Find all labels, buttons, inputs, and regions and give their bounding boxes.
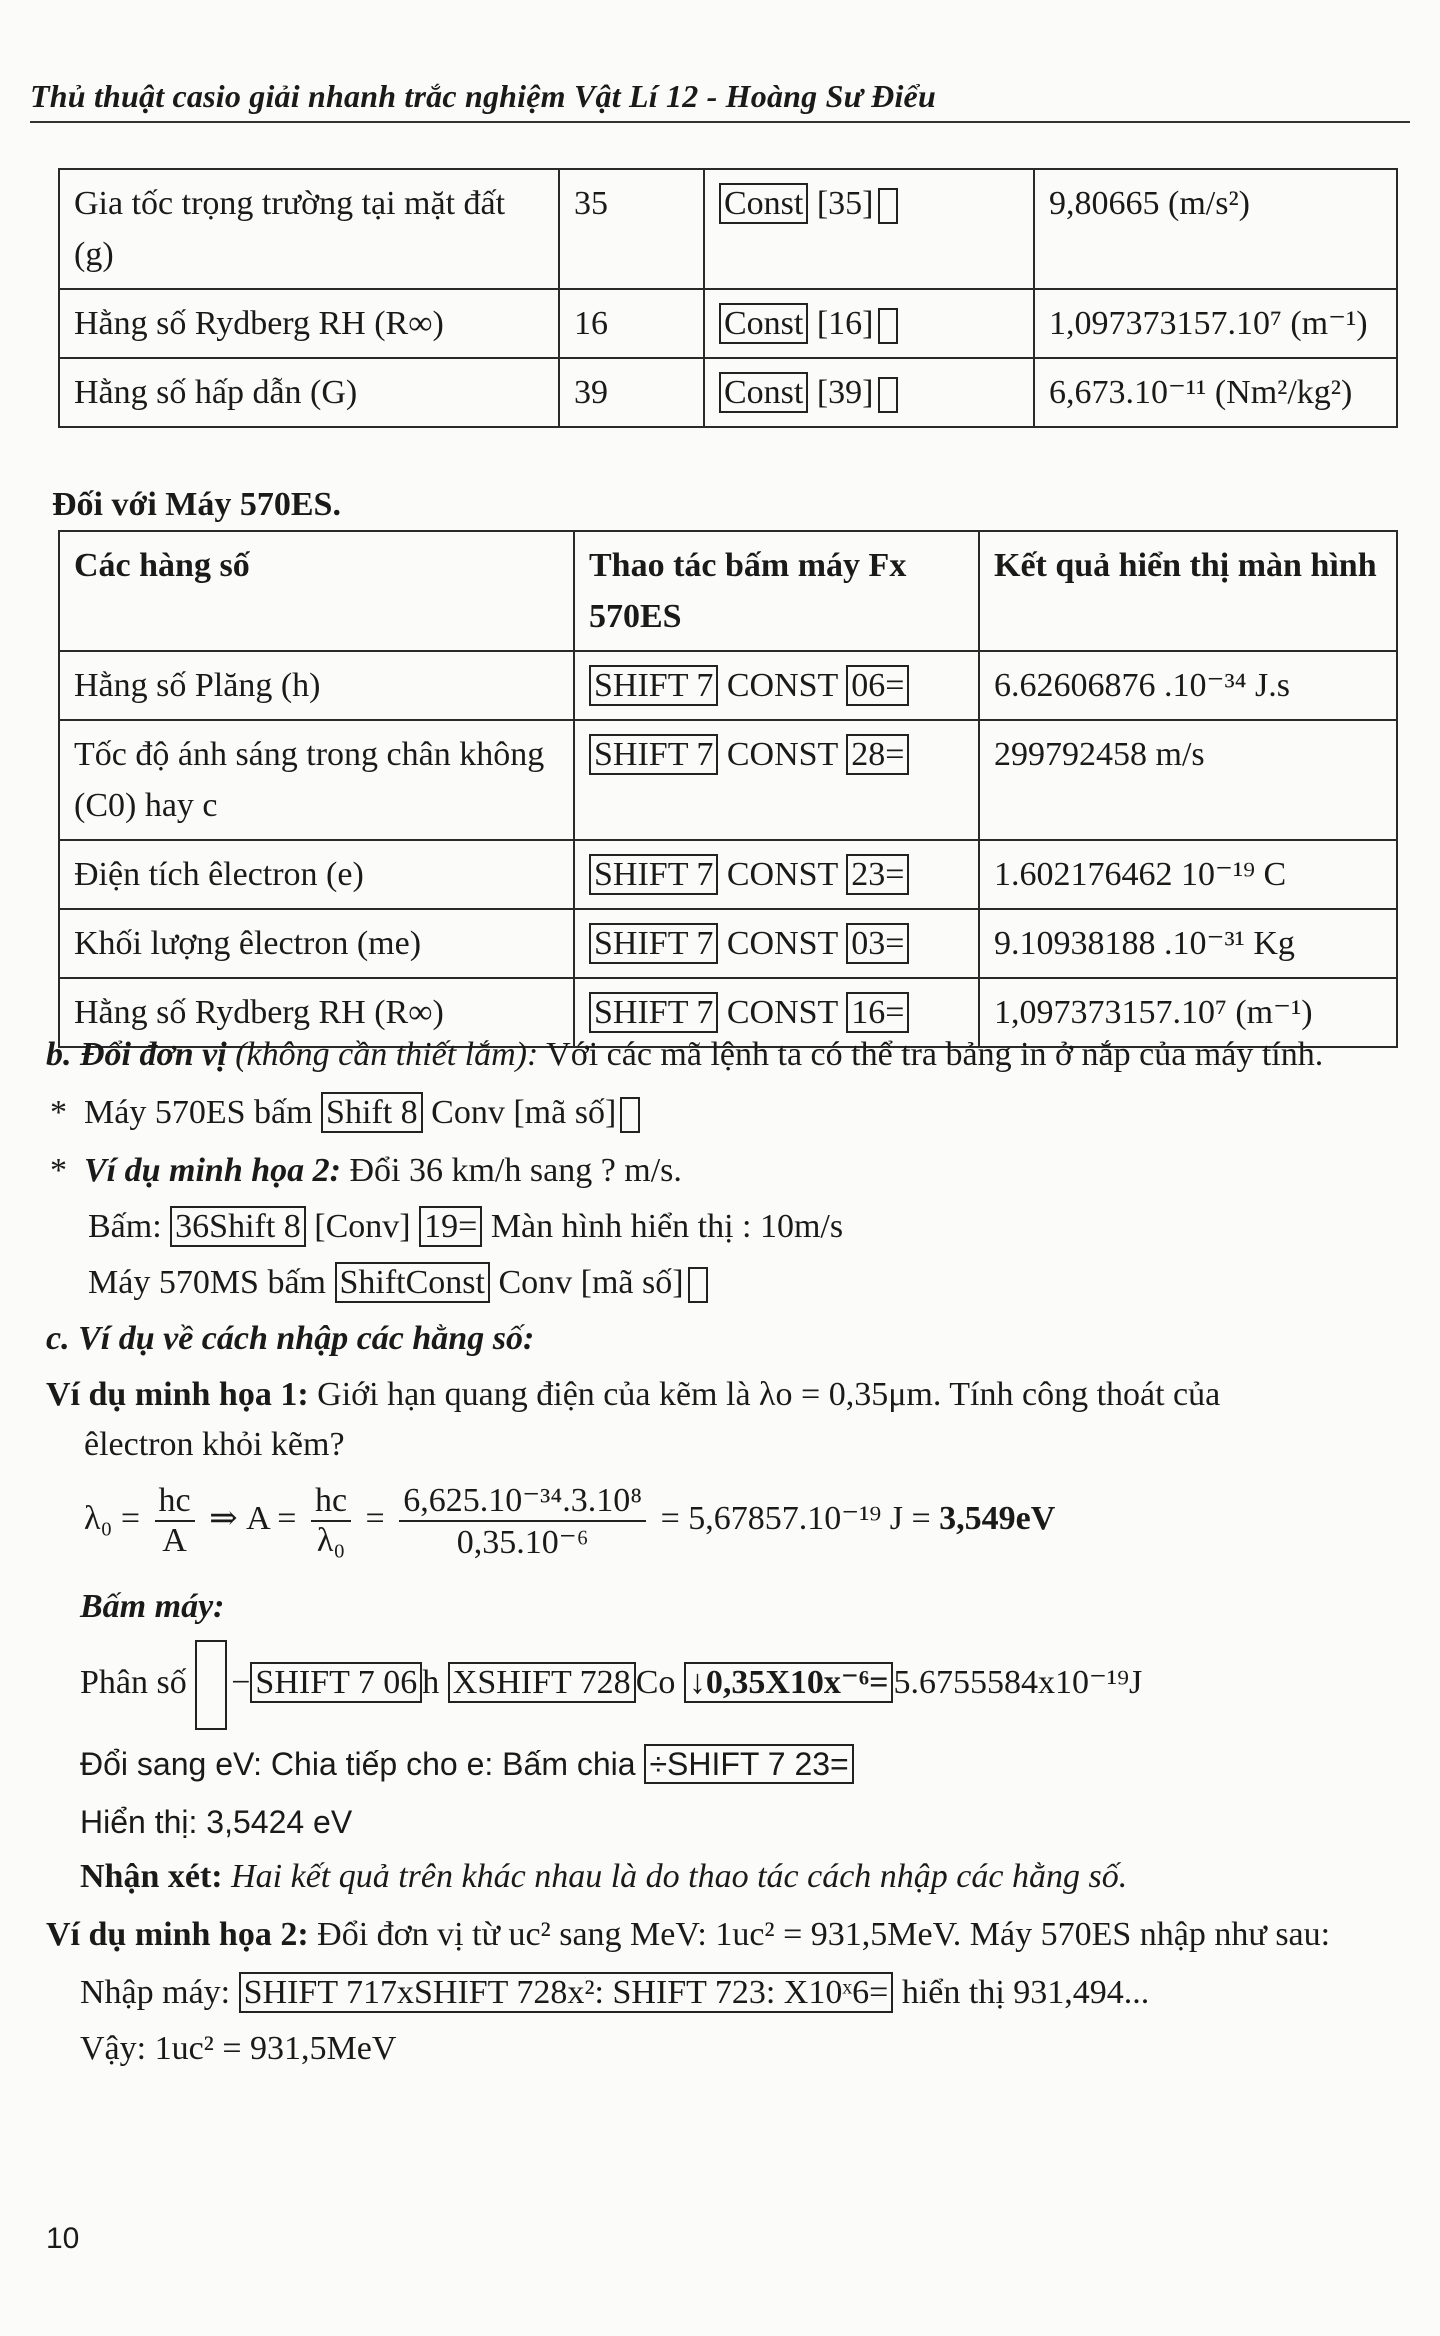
text: Đổi sang eV: Chia tiếp cho e: Bấm chia [80,1746,645,1782]
part-b-intro [46,1036,1323,1074]
table-cell: Hằng số Plăng (h) [59,651,574,720]
section-title-570es: Đối với Máy 570ES. [52,486,341,523]
ev-line [80,1746,854,1783]
remark-text: Hai kết quả trên khác nhau là do thao tác cách nhập các hằng số. [222,1858,1128,1895]
press-sequence [80,1640,1142,1730]
equals-key [878,308,898,344]
table-cell: 1.602176462 10⁻¹⁹ C [979,840,1397,909]
show-line: Hiển thị: 3,5424 eV [80,1804,353,1840]
text: Màn hình hiển thị : 10m/s [482,1208,844,1245]
table-cell: 35 [559,169,704,289]
key-box: XSHIFT 728 [448,1662,636,1703]
text: hiển thị 931,494... [893,1974,1150,2011]
bullet-icon: * [50,1094,84,1131]
column-header: Kết quả hiển thị màn hình [979,531,1397,651]
table-cell: 39 [559,358,704,427]
table-cell: Hằng số hấp dẫn (G) [59,358,559,427]
column-header: Các hàng số [59,531,574,651]
page-number: 10 [46,2222,80,2255]
key-box: 36Shift 8 [170,1206,306,1247]
denominator: λ₀ [316,1522,346,1559]
part-b-line-3 [88,1208,843,1246]
part-b-line-1 [50,1094,640,1133]
input-line [80,1974,1149,2012]
fraction-key-icon [195,1640,227,1730]
text: Đổi 36 km/h sang ? m/s. [340,1152,682,1189]
key-box: ÷SHIFT 7 23= [644,1744,853,1784]
fraction [399,1480,646,1562]
fraction [155,1482,195,1560]
text: Conv [mã số] [489,1264,684,1301]
text: Đổi đơn vị từ uc² sang MeV: 1uc² = 931,5MeV. Máy 570ES nhập như sau: [308,1916,1331,1953]
remark-line [80,1858,1127,1896]
table-row [59,289,1397,358]
text: Conv [mã số] [422,1094,617,1131]
table-cell: 16 [559,289,704,358]
table-cell: Hằng số Rydberg RH (R∞) [59,289,559,358]
example-title: Ví dụ minh họa 2: [46,1916,309,1953]
text: Giới hạn quang điện của kẽm là λo = 0,35μm. Tính công thoát của [308,1376,1221,1413]
table-cell [574,909,979,978]
constants-table-570es [58,530,1398,1048]
shift8-key: Shift 8 [321,1092,423,1133]
equals-key [878,188,898,224]
table-cell: 6,673.10⁻¹¹ (Nm²/kg²) [1034,358,1397,427]
table-cell: Hằng số Rydberg RH (R∞) [59,978,574,1047]
const-key: Const [719,303,808,344]
denominator: 0,35.10⁻⁶ [456,1524,589,1561]
remark-title: Nhận xét: [80,1858,223,1895]
part-b-line-2 [50,1152,682,1190]
table-cell: Gia tốc trọng trường tại mặt đất (g) [59,169,559,289]
formula-result: 3,549eV [939,1499,1056,1537]
code-key: 03= [846,923,909,964]
code-key: 23= [846,854,909,895]
key-arg: [35] [816,185,874,222]
part-b-note: (không cần thiết lắm): [235,1036,539,1073]
const-label: CONST [726,856,838,893]
table-cell [574,720,979,840]
table-cell: 1,097373157.10⁷ (m⁻¹) [979,978,1397,1047]
table-cell: 1,097373157.10⁷ (m⁻¹) [1034,289,1397,358]
shift-key: SHIFT 7 [589,734,718,775]
part-b-line-4 [88,1264,708,1303]
formula-part: = [365,1499,385,1537]
table-cell: Điện tích êlectron (e) [59,840,574,909]
const-key: Const [719,183,808,224]
table-cell [574,651,979,720]
const-key: Const [719,372,808,413]
press-title: Bấm máy: [80,1588,225,1625]
table-cell: 299792458 m/s [979,720,1397,840]
example-1-line-2: êlectron khỏi kẽm? [84,1426,345,1463]
table-cell: 9,80665 (m/s²) [1034,169,1397,289]
example-title: Ví dụ minh họa 2: [84,1152,341,1189]
table-row [59,720,1397,840]
code-key: 16= [846,992,909,1033]
table-row [59,840,1397,909]
text: Bấm: [88,1208,171,1245]
text: Phân số [80,1663,196,1701]
key-box: 19= [419,1206,482,1247]
text: − [231,1663,251,1701]
text: 5.6755584x10⁻¹⁹J [893,1663,1143,1701]
key-box: SHIFT 717xSHIFT 728x²: SHIFT 723: X10ˣ6= [239,1972,894,2013]
shift-key: SHIFT 7 [589,665,718,706]
fraction [311,1482,351,1560]
formula-part: λ₀ = [84,1499,141,1537]
text: Máy 570MS bấm [88,1264,335,1301]
table-cell [574,840,979,909]
formula-part: ⇒ A = [209,1499,297,1537]
code-key: 28= [846,734,909,775]
const-label: CONST [726,994,838,1031]
shift-key: SHIFT 7 [589,854,718,895]
table-cell: Tốc độ ánh sáng trong chân không (C0) hay c [59,720,574,840]
constants-table-570ms [58,168,1398,428]
table-cell [704,289,1034,358]
key-arg: [39] [816,374,874,411]
numerator: hc [311,1482,351,1522]
table-header-row [59,531,1397,651]
text: Máy 570ES bấm [84,1094,322,1131]
const-label: CONST [726,736,838,773]
shift-key: SHIFT 7 [589,992,718,1033]
table-cell [704,169,1034,289]
denominator: A [162,1522,187,1559]
text: Co [635,1663,684,1701]
const-label: CONST [726,667,838,704]
table-row [59,909,1397,978]
equals-key [620,1097,640,1133]
table-cell: 6.62606876 .10⁻³⁴ J.s [979,651,1397,720]
table-row [59,358,1397,427]
running-header: Thủ thuật casio giải nhanh trắc nghiệm Vật Lí 12 - Hoàng Sư Điểu [30,78,1410,123]
table-cell [704,358,1034,427]
table-row [59,651,1397,720]
table-cell: Khối lượng êlectron (me) [59,909,574,978]
conclusion-line: Vậy: 1uc² = 931,5MeV [80,2030,397,2067]
table-row [59,169,1397,289]
part-b-title: b. Đổi đơn vị [46,1036,227,1073]
part-b-text: Với các mã lệnh ta có thể tra bảng in ở nắp của máy tính. [538,1036,1324,1073]
shift-key: SHIFT 7 [589,923,718,964]
bullet-icon: * [50,1152,84,1189]
text: Nhập máy: [80,1974,239,2011]
part-c-title: c. Ví dụ về cách nhập các hằng số: [46,1320,535,1357]
equals-key [688,1267,708,1303]
text: h [422,1663,448,1701]
example-2-line [46,1916,1330,1954]
example-title: Ví dụ minh họa 1: [46,1376,309,1413]
const-label: CONST [726,925,838,962]
table-cell: 9.10938188 .10⁻³¹ Kg [979,909,1397,978]
text: [Conv] [305,1208,420,1245]
key-box: ShiftConst [335,1262,490,1303]
key-box: ↓0,35X10x⁻⁶= [684,1662,894,1703]
numerator: hc [155,1482,195,1522]
numerator: 6,625.10⁻³⁴.3.10⁸ [399,1480,646,1522]
equals-key [878,377,898,413]
code-key: 06= [846,665,909,706]
formula [84,1480,1055,1562]
formula-part: = 5,67857.10⁻¹⁹ J = [660,1499,940,1537]
key-box: SHIFT 7 06 [250,1662,422,1703]
example-1-line-1 [46,1376,1220,1414]
column-header: Thao tác bấm máy Fx 570ES [574,531,979,651]
key-arg: [16] [816,305,874,342]
